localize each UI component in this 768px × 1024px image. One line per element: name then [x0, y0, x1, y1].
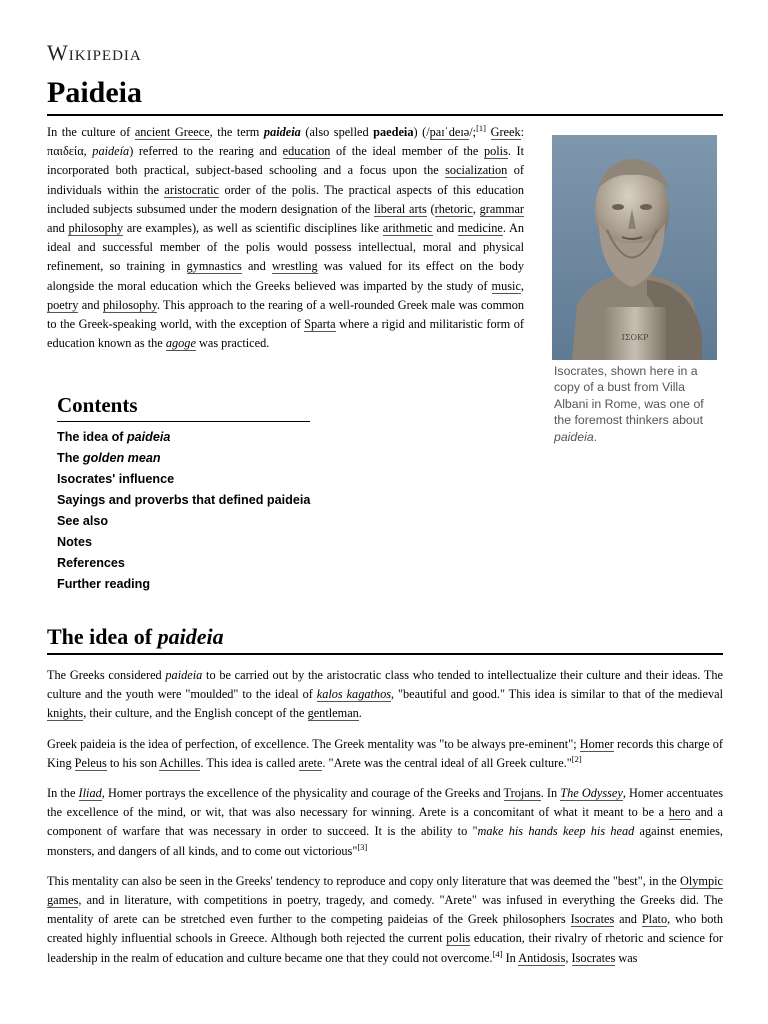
section-heading: The idea of paideia: [47, 624, 723, 655]
link-gentleman[interactable]: gentleman: [307, 706, 359, 721]
link-rhetoric[interactable]: rhetoric: [434, 201, 473, 216]
link-arete[interactable]: arete: [298, 755, 323, 770]
link-polis[interactable]: polis: [483, 144, 508, 159]
toc-item[interactable]: The idea of paideia: [57, 430, 171, 444]
link-philosophy-2[interactable]: philosophy: [102, 297, 157, 312]
citation-2[interactable]: [2]: [571, 753, 582, 764]
link-iliad[interactable]: Iliad: [78, 786, 102, 801]
link-homer[interactable]: Homer: [579, 736, 614, 751]
link-greek[interactable]: Greek: [490, 125, 521, 139]
link-achilles[interactable]: Achilles: [159, 755, 201, 770]
link-plato[interactable]: Plato: [641, 912, 668, 927]
link-ancient-greece[interactable]: ancient Greece: [134, 125, 210, 139]
section-idea-of-paideia: [47, 624, 723, 968]
figure-caption: Isocrates, shown here in a copy of a bust from Villa Albani in Rome, was one of the foremost thinkers about paideia.: [554, 364, 704, 444]
link-liberal-arts[interactable]: liberal arts: [373, 201, 427, 216]
link-sparta[interactable]: Sparta: [304, 317, 336, 332]
link-wrestling[interactable]: wrestling: [271, 259, 318, 274]
greek-word: παιδεία: [47, 144, 84, 159]
link-agoge[interactable]: agoge: [165, 336, 196, 351]
toc-item[interactable]: The golden mean: [57, 451, 161, 465]
toc-item[interactable]: Further reading: [57, 577, 151, 591]
citation-1[interactable]: [1]: [476, 122, 487, 133]
link-olympic-games[interactable]: Olympic games: [47, 873, 723, 908]
link-kalos-kagathos[interactable]: kalos kagathos: [316, 687, 392, 702]
infobox-figure: [552, 135, 717, 445]
link-peleus[interactable]: Peleus: [74, 755, 107, 770]
link-trojans[interactable]: Trojans: [503, 786, 541, 801]
link-poetry[interactable]: poetry: [47, 297, 79, 312]
section-paragraph-2: Greek paideia is the idea of perfection, of excellence. The Greek mentality was "to be always pre-eminent"; Homer records this charge of King Peleus to his son Achilles. This idea is called arete. "Arete was the central ideal of all Greek culture."[2]: [47, 736, 723, 770]
isocrates-bust-image[interactable]: [552, 135, 717, 360]
section-paragraph-1: The Greeks considered paideia to be carried out by the aristocratic class who tended to intellectualize their culture and their ideas. The culture and the youth were "moulded" to the ideal of kalos kagathos, "beautiful and good." This idea is similar to that of the medieval knights, their culture, and the English concept of the gentleman.: [47, 668, 723, 721]
toc-item[interactable]: Sayings and proverbs that defined paideia: [57, 493, 311, 507]
link-music[interactable]: music: [491, 278, 521, 293]
link-aristocratic[interactable]: aristocratic: [164, 182, 220, 197]
wikipedia-wordmark[interactable]: Wikipedia: [47, 40, 142, 65]
term-paideia: paideia: [263, 125, 301, 139]
link-hero[interactable]: hero: [668, 805, 691, 820]
ipa-pronunciation[interactable]: paɪˈdeɪə: [429, 125, 470, 139]
toc-item[interactable]: References: [57, 556, 125, 570]
toc-item[interactable]: Notes: [57, 535, 92, 549]
toc-list: [57, 427, 310, 595]
link-isocrates-2[interactable]: Isocrates: [571, 950, 616, 965]
link-knights[interactable]: knights: [47, 706, 84, 721]
citation-3[interactable]: [3]: [357, 841, 368, 852]
toc-item[interactable]: Isocrates' influence: [57, 472, 175, 486]
link-socialization[interactable]: socialization: [445, 163, 508, 178]
link-philosophy[interactable]: philosophy: [68, 221, 124, 236]
toc-item[interactable]: See also: [57, 514, 109, 528]
citation-4[interactable]: [4]: [492, 948, 503, 959]
link-odyssey[interactable]: The Odyssey: [560, 786, 623, 801]
link-isocrates[interactable]: Isocrates: [570, 912, 615, 927]
section-paragraph-4: This mentality can also be seen in the Greeks' tendency to reproduce and copy only literature that was deemed the "best", in the Olympic games, and in literature, with competitions in poetry, tragedy, and comedy. "Arete" was infused in everything the Greeks did. The mentality of arete can be stretched even further to the competing paideias of the Greek philosophers Isocrates and Plato, who both created highly influential schools in Greece. Although both rejected the current polis education, their rivalry of rhetoric and science for leadership in the realm of education and culture became one that they could not overcome.[4] In Antidosis, Isocrates was: [47, 873, 723, 965]
link-medicine[interactable]: medicine: [457, 221, 503, 236]
toc-heading: Contents: [57, 393, 310, 422]
term-paedeia: paedeia: [373, 125, 414, 139]
page-title: Paideia: [47, 76, 723, 116]
link-antidosis[interactable]: Antidosis: [518, 950, 566, 965]
bust-inscription: ΙΣΟΚΡ: [621, 333, 649, 342]
section-paragraph-3: In the Iliad, Homer portrays the excellence of the physicality and courage of the Greeks and Trojans. In The Odyssey, Homer accentuates the excellence of the mind, or wit, that was also necessary for winning. Arete is a concomitant of what it meant to be a hero and a component of warfare that was necessary in order to succeed. It is the ability to "make his hands keep his head against enemies, monsters, and dangers of all kinds, and to come out victorious"[3]: [47, 786, 723, 858]
transliteration: paideía: [92, 144, 130, 159]
link-education[interactable]: education: [282, 144, 331, 159]
link-grammar[interactable]: grammar: [479, 201, 525, 216]
table-of-contents: [57, 393, 310, 595]
intro-paragraph: In the culture of ancient Greece, the term paideia (also spelled paedeia) (/paɪˈdeɪə/;[1] Greek: παιδεία, paideía) referred to the rearing and education of the ideal member of the polis. It incorporated both practical, subject-based schooling and a focus upon the socialization of individuals within the aristocratic order of the polis. The practical aspects of this education included subjects subsumed under the modern designation of the liberal arts (rhetoric, grammar and philosophy are examples), as well as scientific disciplines like arithmetic and medicine. An ideal and successful member of the polis would possess intellectual, moral and physical refinement, so training in gymnastics and wrestling was valued for its effect on the body alongside the moral education which the Greeks believed was imparted by the study of music, poetry and philosophy. This approach to the rearing of a well-rounded Greek male was common to the Greek-speaking world, with the exception of Sparta where a rigid and militaristic form of education known as the agoge was practiced.: [47, 122, 525, 351]
link-gymnastics[interactable]: gymnastics: [186, 259, 242, 274]
link-arithmetic[interactable]: arithmetic: [382, 221, 433, 236]
link-polis-2[interactable]: polis: [446, 931, 471, 946]
